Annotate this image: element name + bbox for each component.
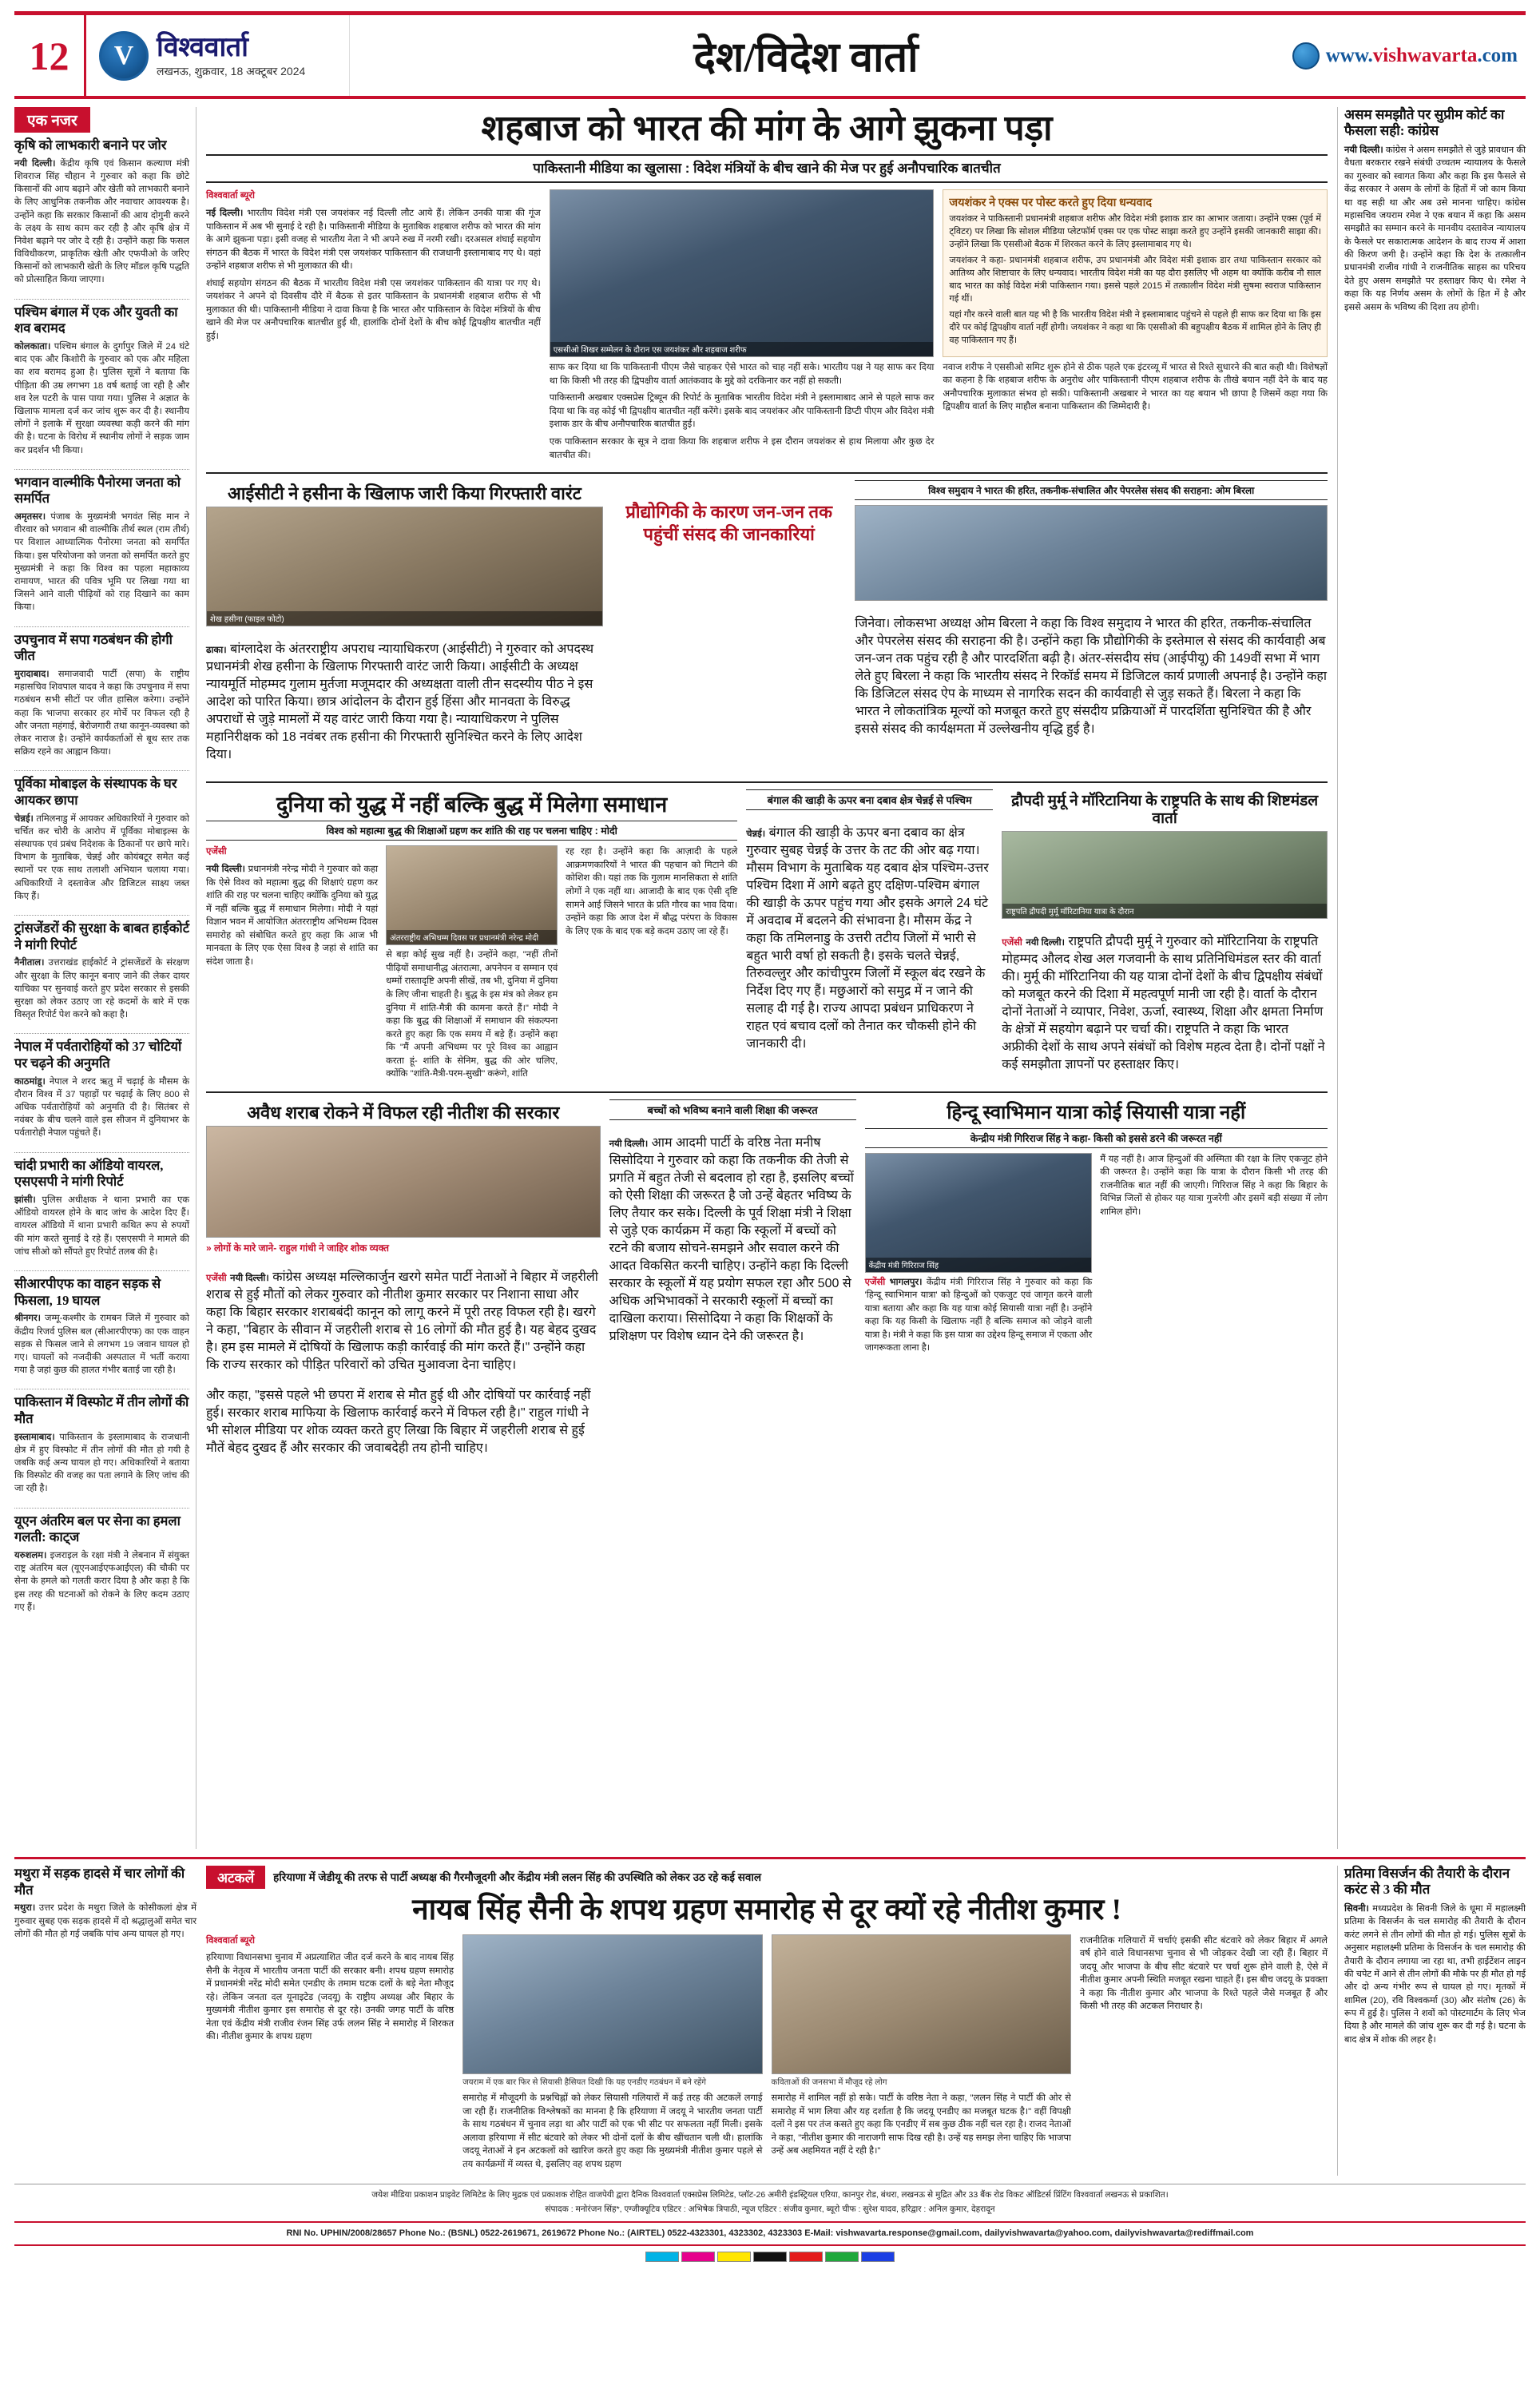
brief-title: भगवान वाल्मीकि पैनोरमा जनता को समर्पित <box>14 474 181 507</box>
brief-body: तमिलनाडु में आयकर अधिकारियों ने गुरुवार को चर्चित कर चोरी के आरोप में पूर्विका मोबाइल्स के संस्थापक एवं प्रबंध निदेशक के ठिकानों पर छापे मारे। विभाग के मुताबिक, चेन्नई और कोयंबटूर समेत कई स्थानों पर एक साथ तलाशी अभियान चलाया गया। अधिकारियों ने दस्तावेज और डिजिटल साक्ष्य जब्त किए हैं। <box>14 813 189 901</box>
giriraj-photo <box>865 1153 1093 1273</box>
section-title: देश/विदेश वार्ता <box>693 35 919 81</box>
murmu-photo-caption: राष्ट्रपति द्रौपदी मुर्मू मॉरिटानिया यात्रा के दौरान <box>1002 904 1327 918</box>
section-header <box>350 15 1262 96</box>
brief-title: पूर्विका मोबाइल के संस्थापक के घर आयकर छापा <box>14 776 177 808</box>
buddha-col-2 <box>386 845 558 1084</box>
right-rail-title: असम समझौते पर सुप्रीम कोर्ट का फैसला सही: कांग्रेस <box>1344 107 1505 139</box>
murmu-body: राष्ट्रपति द्रौपदी मुर्मू ने गुरुवार को मॉरिटानिया के राष्ट्रपति मोहम्मद औलद शेख अल गजवानी के साथ प्रतिनिधिमंडल स्तर की वार्ता की। मुर्मू की मॉरिटानिया की यह यात्रा दोनों देशों के बीच द्विपक्षीय संबंधों को मजबूत करने की दिशा में महत्वपूर्ण मानी जा रही है। वार्ता के दौरान दोनों नेताओं ने व्यापार, निवेश, ऊर्जा, स्वास्थ्य, शिक्षा और क्षमता निर्माण के क्षेत्रों में सहयोग बढ़ाने पर चर्चा की। राष्ट्रपति ने कहा कि भारत अफ्रीकी देशों के साथ अपने संबंधों को विशेष महत्व देता है। दोनों पक्षों ने कई समझौता ज्ञापनों पर हस्ताक्षर किए। <box>1002 935 1325 1072</box>
icc-headline: आईसीटी ने हसीना के खिलाफ जारी किया गिरफ्तारी वारंट <box>228 483 581 504</box>
lead-photo <box>550 189 935 357</box>
giriraj-photo-caption: केंद्रीय मंत्री गिरिराज सिंह <box>866 1258 1092 1272</box>
bengal-article <box>746 789 993 1085</box>
parliament-article <box>855 480 1328 775</box>
parliament-pullquote-block <box>612 480 846 775</box>
lead-body-2: साफ कर दिया था कि पाकिस्तानी पीएम जैसे चाहकर ऐसे भारत को चाह नहीं सके। भारतीय पक्ष ने यह साफ कर दिया था कि किसी भी तरह की द्विपक्षीय वार्ता आतंकवाद के मुद्दे को दरकिनार कर नहीं हो सकती। <box>549 363 935 386</box>
buddha-headline: दुनिया को युद्ध में नहीं बल्कि बुद्ध में मिलेगा समाधान <box>276 793 668 817</box>
brief-item <box>14 137 189 292</box>
color-registration-bar <box>14 2252 1526 2262</box>
right-rail-dateline: सिवनी। <box>1344 1903 1369 1914</box>
murmu-article <box>1002 789 1328 1085</box>
rahul-photo <box>206 1126 601 1238</box>
brief-body: जम्मू-कश्मीर के रामबन जिले में गुरुवार को केंद्रीय रिजर्व पुलिस बल (सीआरपीएफ) का एक वाहन सड़क से फिसल जाने से लगभग 19 जवान घायल हो गए। घायलों को नजदीकी अस्पताल में भर्ती कराया गया है जहां कुछ की हालत गंभीर बताई जा रही है। <box>14 1314 189 1376</box>
brief-body: उत्तर प्रदेश के मथुरा जिले के कोसीकलां क्षेत्र में गुरुवार सुबह एक सड़क हादसे में दो श्रद्धालुओं समेत चार लोगों की मौत हो गई जबकि पांच अन्य घायल हो गए। <box>14 1903 196 1939</box>
modi-photo-caption: अंतरराष्ट्रीय अभिधम्म दिवस पर प्रधानमंत्री नरेन्द्र मोदी <box>387 930 557 944</box>
lead-body-1: भारतीय विदेश मंत्री एस जयशंकर नई दिल्ली लौट आये हैं। लेकिन उनकी यात्रा की गूंज पाकिस्तान में अब भी सुनाई दे रही है। पाकिस्तानी मीडिया के मुताबिक शहबाज शरीफ को भारत की मांग के आगे झुकना पड़ा। इसी वजह से भारतीय नेता ने भी अपने रुख में नरमी रखी। दरअसल शंघाई सहयोग संगठन की बैठक में भारत के विदेश मंत्री एस जयशंकर पाकिस्तान की राजधानी इस्लामाबाद गए थे। वहां उन्होंने शहबाज शरीफ से भी मुलाकात की थी। <box>206 209 541 272</box>
liquor-quote: » लोगों के मारे जाने- राहुल गांधी ने जाहिर शोक व्यक्त <box>206 1242 389 1254</box>
brief-title: सीआरपीएफ का वाहन सड़क से फिसला, 19 घायल <box>14 1276 161 1308</box>
buddha-body-3: रह रहा है। उन्होंने कहा कि आज़ादी के पहले आक्रमणकारियों ने भारत की पहचान को मिटाने की कोशिश की। यहां तक कि गुलाम मानसिकता से शांति लोगों ने एक नहीं था। आजादी के बाद एक ऐसी दृष्टि सामने आई जिसने भारत के प्रति गौरव का भाव दिया। उन्होंने कहा कि आज देश में बौद्ध परंपरा के विकास के लिए एक के बाद एक बड़े कदम उठाए जा रहे हैं। <box>566 847 738 936</box>
brief-item <box>14 299 189 462</box>
divider <box>206 781 1328 783</box>
brief-item <box>14 1270 189 1381</box>
swatch-yellow <box>717 2252 751 2262</box>
hindu-headline: हिन्दू स्वाभिमान यात्रा कोई सियासी यात्रा नहीं <box>947 1103 1246 1124</box>
brief-dateline: झांसी। <box>14 1195 36 1205</box>
bottom-col-2 <box>462 1934 762 2176</box>
masthead <box>14 11 1526 99</box>
thanks-box-p3: यहां गौर करने वाली बात यह भी है कि भारतीय विदेश मंत्री ने इस्लामाबाद पहुंचने से पहले ही साफ कर दिया था कि इस दौरे पर कोई द्विपक्षीय वार्ता नहीं होगी। जयशंकर ने कहा था कि एससीओ की बहुपक्षीय बैठक में शामिल होने के लिए ही वह पाकिस्तान गए हैं। <box>949 309 1321 345</box>
brief-dateline: काठमांडू। <box>14 1076 46 1087</box>
lead-dateline: नई दिल्ली। <box>206 209 244 219</box>
thanks-box-title: जयशंकर ने एक्स पर पोस्ट करते हुए दिया धन्यवाद <box>949 197 1153 210</box>
murmu-headline: द्रौपदी मुर्मू ने मॉरिटानिया के राष्ट्रपति के साथ की शिष्टमंडल वार्ता <box>1011 793 1319 828</box>
liquor-body-2: और कहा, "इससे पहले भी छपरा में शराब से मौत हुई थी और दोषियों पर कार्रवाई नहीं हुई। सरकार शराब माफिया के खिलाफ कार्रवाई करने में विफल रही है।" राहुल गांधी ने भी सोशल मीडिया पर शोक व्यक्त करते हुए लिखा कि बिहार में जहरीली शराब से हुई मौतें बेहद दुखद हैं और सरकार की जवाबदेही तय होनी चाहिए। <box>206 1389 591 1456</box>
brief-body: पश्चिम बंगाल के दुर्गापुर जिले में 24 घंटे बाद एक और किशोरी के गुरुवार को एक और महिला का शव बरामद हुआ है। पुलिस सूत्रों ने बताया कि पीड़िता की उम्र लगभग 18 वर्ष बताई जा रही है और शव रेल पटरी के पास पाया गया। पुलिस ने अज्ञात के खिलाफ मामला दर्ज कर जांच शुरू कर दी है। स्थानीय लोगों ने इलाके में सुरक्षा व्यवस्था कड़ी करने की मांग की है। घटना के विरोध में स्थानीय लोगों ने सड़क जाम कर प्रदर्शन भी किया। <box>14 341 189 455</box>
brief-dateline: चेन्नई। <box>14 813 34 824</box>
modi-photo <box>386 845 558 945</box>
swatch-magenta <box>681 2252 715 2262</box>
brief-body: उत्तराखंड हाईकोर्ट ने ट्रांसजेंडरों के संरक्षण और सुरक्षा के लिए कानून बनाए जाने की लेकर दायर याचिका पर सुनवाई करते हुए प्रदेश सरकार से इसकी सुरक्षा को लेकर उठाए जा रहे कदमों के बारे में एक विस्तृत रिपोर्ट पेश करने को कहा है। <box>14 958 189 1020</box>
lead-body-2b: पाकिस्तानी अखबार एक्सप्रेस ट्रिब्यून की रिपोर्ट के मुताबिक भारतीय विदेश मंत्री ने इस्लामाबाद आने से पहले साफ कर दिया था कि वह कोई भी द्विपक्षीय बातचीत नहीं करेंगे। इसके बाद जयशंकर और पाकिस्तानी डिप्टी पीएम और विदेश मंत्री इशाक डार के बीच अनौपचारिक बातचीत हुई। <box>549 393 935 430</box>
buddha-col-3 <box>566 845 737 1084</box>
lead-headline: शहबाज को भारत की मांग के आगे झुकना पड़ा <box>481 109 1053 148</box>
divider <box>206 472 1328 474</box>
icc-dateline: ढाका। <box>206 646 227 656</box>
bottom-col-4 <box>1080 1934 1328 2176</box>
brief-item <box>14 915 189 1026</box>
lead-col-3 <box>943 189 1328 466</box>
globe-icon <box>1292 42 1320 70</box>
buddha-body-1: प्रधानमंत्री नरेन्द्र मोदी ने गुरुवार को कहा कि ऐसे विश्व को महात्मा बुद्ध की शिक्षाएं ग्रहण कर शांति की राह पर चलना चाहिए क्योंकि दुनिया को युद्ध में नहीं बल्कि बुद्ध में समाधान मिलेगा। मोदी ने यहां विज्ञान भवन में आयोजित अंतरराष्ट्रीय अभिधम्म दिवस समारोह को संबोधित करते हुए कहा कि आज भी मानवता के लिए एक ऐसा विश्व है जहां से शांति का संदेश जाता है। <box>206 865 379 967</box>
bottom-body-1: हरियाणा विधानसभा चुनाव में अप्रत्याशित जीत दर्ज करने के बाद नायब सिंह सैनी के नेतृत्व में भारतीय जनता पार्टी की सरकार बनी। शपथ ग्रहण समारोह में प्रधानमंत्री नरेंद्र मोदी समेत एनडीए के तमाम घटक दलों के बड़े नेता मौजूद रहे। लेकिन जनता दल यूनाइटेड (जदयू) के राष्ट्रीय अध्यक्ष और बिहार के मुख्यमंत्री नीतीश कुमार इस समारोह से दूर रहे। उनकी जगह पार्टी के वरिष्ठ नेता एवं केंद्रीय मंत्री राजीव रंजन सिंह उर्फ ललन सिंह ने समारोह में शिरकत की। नीतीश कुमार के शपथ ग्रहण <box>206 1953 454 2042</box>
bottom-photo-1-caption: जयराम में एक बार फिर से सियासी हैसियत दिखी कि यह एनडीए गठबंधन में बने रहेंगे <box>462 2077 706 2087</box>
left-rail <box>14 107 196 1849</box>
brief-dateline: मुरादाबाद। <box>14 669 50 679</box>
liquor-agency: एजेंसी <box>206 1274 227 1284</box>
thanks-box-p2: जयशंकर ने कहा- प्रधानमंत्री शहबाज शरीफ, उप प्रधानमंत्री और विदेश मंत्री इशाक डार तथा पाकिस्तान सरकार को आतिथ्य और शिष्टाचार के लिए धन्यवाद। भारतीय विदेश मंत्री का यह दौरा इसलिए भी अहम था क्योंकि करीब नौ साल बाद भारत का कोई विदेश मंत्री पाकिस्तान गया। इससे पहले 2015 में तत्कालीन विदेश मंत्री सुषमा स्वराज पाकिस्तान गई थीं। <box>949 256 1321 304</box>
website-url[interactable] <box>1326 45 1518 67</box>
brief-dateline: मथुरा। <box>14 1903 36 1914</box>
buddha-subhead: विश्व को महात्मा बुद्ध की शिक्षाओं ग्रहण कर शांति की राह पर चलना चाहिए : मोदी <box>206 821 737 841</box>
swatch-green <box>825 2252 859 2262</box>
brief-title: नेपाल में पर्वतारोहियों को 37 चोटियों पर चढ़ने की अनुमति <box>14 1039 182 1071</box>
liquor-body: कांग्रेस अध्यक्ष मल्लिकार्जुन खरगे समेत पार्टी नेताओं ने बिहार में जहरीली शराब से हुई मौतों को लेकर गुरुवार को नीतीश कुमार सरकार पर निशाना साधा और कहा कि बिहार सरकार शराबबंदी कानून को लागू करने में पूरी तरह विफल रही है। खरगे ने कहा, "बिहार के सीवान में जहरीली शराब से 16 लोगों की मौत हुई है। यह बेहद दुखद है। हम इस मामले में दोषियों के खिलाफ कड़ी कार्रवाई की मांग करते हैं।" उन्होंने कहा कि राज्य सरकार को पीड़ित परिवारों को उचित मुआवजा देना चाहिए। <box>206 1270 598 1373</box>
icc-article <box>206 480 603 775</box>
lead-subhead: पाकिस्तानी मीडिया का खुलासा : विदेश मंत्रियों के बीच खाने की मेज पर हुई अनौपचारिक बातचीत <box>206 154 1328 183</box>
hindu-dateline: भागलपुर। <box>889 1277 923 1287</box>
brief-dateline: यरुशलम। <box>14 1550 47 1560</box>
rail-header: एक नजर <box>14 107 90 133</box>
hasina-photo <box>206 507 603 626</box>
website-prefix: www. <box>1325 44 1373 66</box>
bottom-section <box>14 1857 1526 2262</box>
hindu-col-2 <box>1100 1153 1328 1359</box>
brief-title: ट्रांसजेंडरों की सुरक्षा के बाबत हाईकोर्ट ने मांगी रिपोर्ट <box>14 920 190 952</box>
liquor-article <box>206 1099 601 1469</box>
bottom-body-3: समारोह में शामिल नहीं हो सके। पार्टी के वरिष्ठ नेता ने कहा, "ललन सिंह ने पार्टी की ओर से समारोह में भाग लिया और यह दर्शाता है कि जदयू एनडीए का मजबूत घटक है।" वहीं विपक्षी दलों ने इस पर तंज कसते हुए कहा कि एनडीए में सब कुछ ठीक नहीं चल रहा है। राजद नेताओं ने कहा, "नीतीश कुमार की नाराजगी साफ दिख रही है। उन्हें यह समझ लेना चाहिए कि भाजपा उन्हें अब अहमियत नहीं दे रही है।" <box>771 2093 1071 2157</box>
children-article <box>609 1099 856 1469</box>
lead-agency: विश्ववार्ता ब्यूरो <box>206 191 255 201</box>
bottom-main <box>206 1866 1328 2176</box>
liquor-quote-text: लोगों के मारे जाने- राहुल गांधी ने जाहिर शोक व्यक्त <box>214 1242 389 1254</box>
bengal-headline: बंगाल की खाड़ी के ऊपर बना दबाव क्षेत्र चेन्नई से पश्चिम <box>746 789 993 810</box>
lead-body-2c: एक पाकिस्तान सरकार के सूत्र ने दावा किया कि शहबाज शरीफ ने इस दौरान जयशंकर से हाथ मिलाया और कुछ देर बातचीत की। <box>549 437 935 460</box>
bottom-photo-1 <box>462 1934 762 2074</box>
right-rail-body: मध्यप्रदेश के सिवनी जिले के धूमा में महालक्ष्मी प्रतिमा के विसर्जन के चल समारोह की तैयारी के दौरान करंट लगने से तीन लोगों की मौत हो गई। पुलिस सूत्रों के अनुसार महालक्ष्मी प्रतिमा के विसर्जन के चल समारोह की तैयारी के दौरान लगाया जा रहा था, तभी हाईटेंशन लाइन की चपेट में आने से तीन लोगों की मौके पर ही मौत हो गई और दो अन्य गंभीर रूप से घायल हो गए। मृतकों में शामिल (20), रवि विश्वकर्मा (30) और संतोष (26) के रूप में हुई है। पुलिस ने शवों को पोस्टमार्टम के लिए भेज दिया है और मामले की जांच शुरू कर दी गई है। घटना के बाद क्षेत्र में शोक की लहर है। <box>1344 1903 1526 2045</box>
right-rail-item <box>1344 107 1526 314</box>
website-domain: vishwavarta <box>1372 44 1478 66</box>
brief-dateline: श्रीनगर। <box>14 1314 42 1324</box>
brief-item <box>14 1508 189 1619</box>
brief-body: नेपाल ने शरद ऋतु में चढ़ाई के मौसम के दौरान विश्व में 37 पहाड़ों पर चढ़ाई के लिए 800 से अधिक पर्वतारोहियों को अनुमति दी है। सितंबर से नवंबर के बीच चलने वाले इस सीजन में दुनियाभर के पर्वतारोही नेपाल पहुंचते हैं। <box>14 1076 189 1139</box>
lead-photo-caption: एससीओ शिखर सम्मेलन के दौरान एस जयशंकर और शहबाज शरीफ <box>550 342 934 356</box>
brief-body: पंजाब के मुख्यमंत्री भगवंत सिंह मान ने वीरवार को भगवान श्री वाल्मीकि तीर्थ स्थल (राम तीर्थ) पर विशाल आध्यात्मिक पैनोरमा जनता को समर्पित किया। इस परियोजना को जनता को समर्पित करते हुए मुख्यमंत्री ने कहा कि विश्व का पहला महाकाव्य रामायण, भारत की पवित्र भूमि पर लिखा गया था जिसने आने वाली पीढ़ियों को राह दिखाने का काम किया। <box>14 511 190 613</box>
swatch-red <box>789 2252 823 2262</box>
divider <box>206 1091 1328 1093</box>
publication-logo <box>86 15 350 96</box>
bottom-col-1 <box>206 1934 454 2176</box>
lead-body-1b: शंघाई सहयोग संगठन की बैठक में भारतीय विदेश मंत्री एस जयशंकर पाकिस्तान की यात्रा पर गए थे। जयशंकर ने अपने दो दिवसीय दौरे में बैठक से इतर पाकिस्तान के प्रधानमंत्री शहबाज शरीफ से भी मुलाकात की थी। पाकिस्तानी मीडिया ने दावा किया है कि भारत और पाकिस्तान के विदेश मंत्रियों के बीच खाने की मेज पर अनौपचारिक बातचीत हुई थी, हालांकि दोनों देशों के बीच कोई द्विपक्षीय बातचीत नहीं हुई। <box>206 278 541 341</box>
center-column <box>206 107 1328 1849</box>
page-footer <box>14 2184 1526 2262</box>
children-body: आम आदमी पार्टी के वरिष्ठ नेता मनीष सिसोदिया ने गुरुवार को कहा कि तकनीक की तेजी से प्रगति में बहुत तेजी से बदलाव हो रहा है, इसलिए बच्चों को ऐसी शिक्षा की जरूरत है जो उन्हें बेहतर भविष्य के लिए तैयार कर सके। दिल्ली के पूर्व शिक्षा मंत्री ने शिक्षा से जुड़े एक कार्यक्रम में कहा कि स्कूलों में बच्चों को रटने की बजाय सोचने-समझने और सवाल करने की आदत विकसित करनी चाहिए। उन्होंने कहा कि दिल्ली सरकार के स्कूलों में यह प्रयोग सफल रहा और 500 से अधिक अभिभावकों ने सरकारी स्कूलों में बच्चों का दाखिला कराया। सिसोदिया ने कहा कि शिक्षकों के प्रशिक्षण पर विशेष ध्यान देने की जरूरत है। <box>609 1136 854 1344</box>
lead-col-2 <box>550 189 935 466</box>
bottom-headline: नायब सिंह सैनी के शपथ ग्रहण समारोह से दूर क्यों रहे नीतीश कुमार ! <box>412 1894 1121 1926</box>
brief-item <box>14 1033 189 1144</box>
hindu-subhead: केन्द्रीय मंत्री गिरिराज सिंह ने कहा- किसी को इससे डरने की जरूरत नहीं <box>865 1128 1328 1148</box>
hindu-col-1 <box>865 1153 1093 1359</box>
brief-dateline: नयी दिल्ली। <box>14 158 56 169</box>
brief-body: केंद्रीय कृषि एवं किसान कल्याण मंत्री शिवराज सिंह चौहान ने गुरुवार को कहा कि छोटे किसानों की आय बढ़ाने और खेती को लाभकारी बनाने के लिए आधुनिक तकनीक और नवाचार आवश्यक है। उन्होंने कहा कि सरकार किसानों की आय दोगुनी करने के लक्ष्य के साथ काम कर रही है और कृषि क्षेत्र में निवेश बढ़ाने पर जोर दे रही है। उन्होंने कहा कि फसल विविधीकरण, प्राकृतिक खेती और एफपीओ के जरिए किसानों को लाभकारी खेती के लिए मॉडल कृषि पद्धति को प्रोत्साहित किया जाएगा। <box>14 158 189 285</box>
globe-logo-icon: V <box>99 31 149 81</box>
hindu-agency: एजेंसी <box>864 1277 886 1287</box>
children-headline: बच्चों को भविष्य बनाने वाली शिक्षा की जरूरत <box>609 1099 856 1120</box>
right-rail-dateline: नयी दिल्ली। <box>1344 145 1383 155</box>
murmu-agency: एजेंसी <box>1002 938 1022 948</box>
liquor-dateline: नयी दिल्ली। <box>230 1274 269 1284</box>
brief-body: इजराइल के रक्षा मंत्री ने लेबनान में संयुक्त राष्ट्र अंतरिम बल (यूएनआईएफआईएल) की चौकी पर सेना के हमले को गलती करार दिया है और कहा है कि इस तरह की घटनाओं को रोकने के लिए कदम उठाए गए हैं। <box>14 1550 189 1612</box>
brief-dateline: अमृतसर। <box>14 511 46 522</box>
brief-body: पाकिस्तान के इस्लामाबाद के राजधानी क्षेत्र में हुए विस्फोट में तीन लोगों की मौत हो गयी है जबकि कई अन्य घायल हो गए। अधिकारियों ने बताया कि विस्फोट की वजह का पता लगाने के लिए जांच की जा रही है। <box>14 1432 189 1494</box>
parliament-body: जिनेवा। लोकसभा अध्यक्ष ओम बिरला ने कहा कि विश्व समुदाय ने भारत की हरित, तकनीक-संचालित और पेपरलेस संसद की सराहना की है। उन्होंने कहा कि प्रौद्योगिकी के इस्तेमाल से संसद की कार्यवाही अब जन-जन तक पहुंच रही है और पारदर्शिता बढ़ी है। अंतर-संसदीय संघ (आईपीयू) की 149वीं सभा में भाग लेते हुए बिरला ने कहा कि भारतीय संसद ने रिकॉर्ड समय में डिजिटल कार्य प्रणाली अपनाई है। उन्होंने कहा कि डिजिटल संसद ऐप के माध्यम से नागरिक सदन की कार्यवाही से जुड़ सकते हैं। बिरला ने कहा कि भारत ने लोकतांत्रिक मूल्यों को मजबूत करते हुए संसदीय प्रक्रियाओं में पारदर्शिता सुनिश्चित की है और इससे संसद की कार्यक्षमता में उल्लेखनीय वृद्धि हुई है। <box>855 617 1328 737</box>
imprint-line: RNI No. UPHIN/2008/28657 Phone No.: (BSNL) 0522-2619671, 2619672 Phone No.: (AIRTEL) 0522-4323301, 4323302, 4323303 E-Mail: vishwavarta.response@gmail.com, dailyvishwavarta@yahoo.com, dailyvishwavarta@rediffmail.com <box>14 2221 1526 2246</box>
swatch-cyan <box>645 2252 679 2262</box>
brief-body: समाजवादी पार्टी (सपा) के राष्ट्रीय महासचिव शिवपाल यादव ने कहा कि उपचुनाव में सपा गठबंधन सभी सीटों पर जीत हासिल करेगा। उन्होंने कहा कि भाजपा सरकार हर मोर्चे पर विफल रही है और जनता महंगाई, बेरोजगारी तथा कानून-व्यवस्था को लेकर नाराज है। उन्होंने कार्यकर्ताओं से बूथ स्तर तक सक्रिय रहने का आह्वान किया। <box>14 669 189 757</box>
brief-title: यूएन अंतरिम बल पर सेना का हमला गलती: काट्ज <box>14 1513 181 1545</box>
publication-name: विश्ववार्ता <box>157 33 248 63</box>
birla-photo <box>855 505 1328 601</box>
editor-line: संपादक : मनोरंजन सिंह*, एग्जीक्यूटिव एडिटर : अभिषेक त्रिपाठी, न्यूज एडिटर : संजीव कुमार, ब्यूरो चीफ : सुरेश यादव, हरिद्वार : अनिल कुमार, देहरादून <box>545 2204 995 2215</box>
brief-dateline: नैनीताल। <box>14 958 45 968</box>
bengal-body: बंगाल की खाड़ी के ऊपर बना दबाव का क्षेत्र गुरुवार सुबह चेन्नई के उत्तर के तट की ओर बढ़ गया। मौसम विभाग के मुताबिक यह दबाव क्षेत्र पश्चिम-उत्तर पश्चिम दिशा में आगे बढ़ते हुए दक्षिण-पश्चिम बंगाल की खाड़ी के ऊपर पहुंच गया और इसके अगले 24 घंटे में अवदाब में बदलने की संभावना है। मौसम केंद्र ने कहा कि तमिलनाडु के उत्तरी तटीय जिलों में भारी से बहुत भारी वर्षा हो सकती है। इसके चलते चेन्नई, तिरुवल्लुर और कांचीपुरम जिलों में स्कूल बंद रखने के निर्देश दिए गए हैं। मछुआरों को समुद्र में न जाने की सलाह दी गई है। राज्य आपदा प्रबंधन प्राधिकरण ने राहत एवं बचाव दलों को तैनात कर चौकसी होने की जानकारी दी। <box>746 826 989 1051</box>
brief-item <box>14 626 189 764</box>
murmu-dateline: नयी दिल्ली। <box>1026 938 1066 948</box>
edition-date: लखनऊ, शुक्रवार, 18 अक्टूबर 2024 <box>157 65 306 78</box>
lead-col-1 <box>206 189 541 466</box>
buddha-col-1 <box>206 845 378 1084</box>
children-dateline: नयी दिल्ली। <box>609 1139 649 1150</box>
brief-title: मथुरा में सड़क हादसे में चार लोगों की मौत <box>14 1866 185 1898</box>
buddha-dateline: नयी दिल्ली। <box>206 865 246 875</box>
website-tld: .com <box>1477 44 1518 66</box>
swatch-blue <box>861 2252 895 2262</box>
buddha-agency: एजेंसी <box>206 847 227 857</box>
brief-body: पुलिस अधीक्षक ने थाना प्रभारी का एक ऑडियो वायरल होने के बाद जांच के आदेश दिए हैं। वायरल ऑडियो में थाना प्रभारी कथित रूप से रुपयों की मांग करते सुनाई दे रहे हैं। एसएसपी ने मामले की जांच सीओ को सौंपते हुए रिपोर्ट तलब की है। <box>14 1195 189 1257</box>
swatch-black <box>753 2252 787 2262</box>
brief-title: पश्चिम बंगाल में एक और युवती का शव बरामद <box>14 304 178 336</box>
bottom-left-brief <box>14 1866 196 2176</box>
thanks-box <box>943 189 1328 356</box>
right-rail-body: कांग्रेस ने असम समझौते से जुड़े प्रावधान की वैधता बरकरार रखने संबंधी उच्चतम न्यायालय के फैसले का गुरुवार को स्वागत किया और कहा कि इस फैसले से केंद्र सरकार ने असम के लोगों के हितों में जो काम किया था वह सही था और अब उसे मानना चाहिए। कांग्रेस महासचिव जयराम रमेश ने एक बयान में कहा कि असम समझौते का सम्मान करने के मानवीय दस्तावेज न्यायालय के फैसले पर सकारात्मक आदेशन के बाद राज्य में आशा की किरण जगी है। उन्होंने कहा कि देश के तत्कालीन प्रधानमंत्री राजीव गांधी ने राजनीतिक साहस का परिचय देते हुए असम समझौते पर हस्ताक्षर किए थे। रमेश ने कहा कि यह निर्णय असम के लोगों के हित में है और इससे असम के भविष्य की दिशा तय होगी। <box>1344 145 1526 312</box>
publisher-line: जयेश मीडिया प्रकाशन प्राइवेट लिमिटेड के लिए मुद्रक एवं प्रकाशक रोहित वाजपेयी द्वारा दैनिक विश्ववार्ता एक्सप्रेस लिमिटेड, प्लॉट-26 अमीरी इंडस्ट्रियल एरिया, कानपुर रोड, बंथरा, लखनऊ से मुद्रित और 33 बैंक रोड विकट ऑडिटर्स प्रिंटिंग विश्ववार्ता लखनऊ से प्रकाशित। <box>371 2189 1169 2200</box>
bottom-col-3 <box>772 1934 1071 2176</box>
speculation-banner <box>206 1866 1328 1889</box>
murmu-photo <box>1002 831 1328 919</box>
brief-dateline: कोलकाता। <box>14 341 51 352</box>
speculation-tag: अटकलें <box>206 1866 265 1889</box>
buddha-body-2: से बड़ा कोई सुख नहीं है। उन्होंने कहा, "नहीं तीनों पीढ़ियों समाधानीद्ध अंतरात्मा, अपनेपन व सम्मान एवं धम्मों रास्तादृष्टि अपनी सीखें, तब भी, दुनिया में दुनिया के लिए जीना चाहती है। बुद्ध के इस मंत्र को लेकर हम दुनिया में शांति-मैत्री की कामना करते हैं।" मोदी ने कहा कि बुद्ध की शिक्षाओं में समाधान की संकल्पना करते हुए कहा कि एक समय में बड़े हैं। उन्होंने कहा कि "मैं अपनी अभिधम्म पर पूरे विश्व का आह्वान करता हूं- शांति के सेनिम, बुद्ध की ओर चलिए, क्योंकि "शांति-मैत्री-परम-सुखी" करूंगे, शांति <box>386 950 558 1079</box>
brief-title: चांदी प्रभारी का ऑडियो वायरल, एसएसपी ने मांगी रिपोर्ट <box>14 1157 164 1190</box>
thanks-box-p1: जयशंकर ने पाकिस्तानी प्रधानमंत्री शहबाज शरीफ और विदेश मंत्री इशाक डार का आभार जताया। उन्होंने एक्स (पूर्व में ट्विटर) पर लिखा कि सोशल मीडिया प्लेटफॉर्म एक्स पर एक पोस्ट साझा करते हुए उन्होंने इसकी जानकारी साझा की। उन्होंने लिखा कि एससीओ बैठक में शिरकत करने के लिए इस्लामाबाद गए थे। <box>949 214 1321 250</box>
main-grid <box>14 107 1526 1849</box>
brief-item <box>14 1152 189 1263</box>
right-rail-title: प्रतिमा विसर्जन की तैयारी के दौरान करंट से 3 की मौत <box>1344 1866 1510 1898</box>
bottom-photo-2 <box>772 1934 1071 2074</box>
bottom-body-2: समारोह में मौजूदगी के प्रश्नचिह्नों को लेकर सियासी गलियारों में कई तरह की अटकलें लगाई जा रही हैं। राजनीतिक विश्लेषकों का मानना है कि हरियाणा में जदयू ने भारतीय जनता पार्टी के साथ गठबंधन में चुनाव लड़ा था और पार्टी को एक भी सीट पर सफलता नहीं मिली। इसके अलावा हरियाणा में सीट बंटवारे को लेकर भी दोनों दलों के बीच खींचतान चली थी। हालांकि जदयू नेताओं ने इन अटकलों को खारिज करते हुए कहा कि मुख्यमंत्री नीतीश कुमार पहले से तय कार्यक्रमों में व्यस्त थे, इसलिए वह शपथ ग्रहण <box>462 2093 763 2169</box>
bottom-photo-2-caption: कविताओं की जनसभा में मौजूद रहे लोग <box>771 2077 887 2087</box>
bottom-agency: विश्ववार्ता ब्यूरो <box>206 1935 255 1946</box>
brief-title: उपचुनाव में सपा गठबंधन की होगी जीत <box>14 631 173 664</box>
icc-body: बांग्लादेश के अंतरराष्ट्रीय अपराध न्यायाधिकरण (आईसीटी) ने गुरुवार को अपदस्थ प्रधानमंत्री शेख हसीना के खिलाफ गिरफ्तारी वारंट जारी किया। आईसीटी के अध्यक्ष न्यायमूर्ति मोहम्मद गुलाम मुर्तजा मजूमदार की अध्यक्षता वाली तीन सदस्यीय पीठ ने इस आदेश को पारित किया। छात्र आंदोलन के दौरान हुई हिंसा और मानवता के विरुद्ध अपराधों से जुड़े मामलों में यह वारंट जारी किया गया है। न्यायाधिकरण ने पुलिस महानिरीक्षक को 18 नवंबर तक हसीना की गिरफ्तारी सुनिश्चित करने के लिए आदेश दिया। <box>206 642 594 762</box>
lead-body-3: नवाज शरीफ ने एससीओ समिट शुरू होने से ठीक पहले एक इंटरव्यू में भारत से रिश्ते सुधारने की बात कही थी। विशेषज्ञों का कहना है कि शहबाज शरीफ के अनुरोध और पाकिस्तानी पीएम शहबाज शरीफ के तीखे बयान नहीं देने के बाद यह अनौपचारिक मुलाकात संभव हो सकी। पाकिस्तानी अखबार ने भारत का यह बयान भी छापा है जिसमें कहा गया कि द्विपक्षीय वार्ता के लिए माहौल बनाना पाकिस्तान की जिम्मेदारी है। <box>943 362 1328 412</box>
brief-title: पाकिस्तान में विस्फोट में तीन लोगों की मौत <box>14 1394 189 1426</box>
liquor-headline: अवैध शराब रोकने में विफल रही नीतीश की सरकार <box>247 1103 560 1123</box>
buddha-article <box>206 789 737 1085</box>
bottom-body-4: राजनीतिक गलियारों में चर्चाएं इसकी सीट बंटवारे को लेकर बिहार में अगले वर्ष होने वाले विधानसभा चुनाव से भी जोड़कर देखी जा रही हैं। बिहार में जदयू और भाजपा के बीच सीट बंटवारे पर चर्चा शुरू होने वाली है, ऐसे में नीतीश कुमार अपनी स्थिति मजबूत रखना चाहते हैं। इस बीच जदयू के प्रवक्ता ने कहा कि नीतीश कुमार और भाजपा के रिश्ते पहले जैसे मजबूत हैं और किसी भी तरह की अटकल निराधार है। <box>1079 1935 1328 2012</box>
page-number: 12 <box>14 15 86 96</box>
hindu-article <box>865 1099 1328 1469</box>
brief-dateline: इस्लामाबाद। <box>14 1432 55 1442</box>
brief-item <box>14 770 189 908</box>
brief-item <box>14 469 189 619</box>
hindu-body: केंद्रीय मंत्री गिरिराज सिंह ने गुरुवार को कहा कि 'हिन्दू स्वाभिमान यात्रा' को हिन्दुओं को एकजुट एवं जागृत करने वाली यात्रा बताया और कहा कि यह यात्रा कोई सियासी यात्रा नहीं है। उन्होंने कहा कि यह किसी के खिलाफ नहीं है बल्कि समाज को जोड़ने वाली यात्रा है। मंत्री ने कहा कि इस यात्रा का उद्देश्य हिन्दू समाज में एकता और जागरूकता लाना है। <box>864 1277 1093 1354</box>
parliament-headline: विश्व समुदाय ने भारत की हरित, तकनीक-संचालित और पेपरलेस संसद की सराहना: ओम बिरला <box>855 480 1328 500</box>
bottom-right-rail <box>1337 1866 1526 2176</box>
brief-item <box>14 1389 189 1500</box>
speculation-teaser: हरियाणा में जेडीयू की तरफ से पार्टी अध्यक्ष की गैरमौजूदगी और केंद्रीय मंत्री ललन सिंह की उपस्थिति को लेकर उठ रहे कई सवाल <box>273 1870 762 1883</box>
parliament-pullquote: प्रौद्योगिकी के कारण जन-जन तक पहुंचीं संसद की जानकारियां <box>625 502 832 544</box>
brief-title: कृषि को लाभकारी बनाने पर जोर <box>14 137 167 153</box>
website-block[interactable] <box>1262 15 1526 96</box>
hasina-photo-caption: शेख हसीना (फाइल फोटो) <box>207 611 602 626</box>
hindu-body-2: मैं यह नहीं है। आज हिन्दुओं की अस्मिता की रक्षा के लिए एकजुट होने की जरूरत है। उन्होंने कहा कि यात्रा के दौरान किसी भी तरह की राजनीतिक बात नहीं की जाएगी। गिरिराज सिंह ने कहा कि बिहार के विभिन्न जिलों से होकर यह यात्रा गुजरेगी और इसमें बड़ी संख्या में लोग शामिल होंगे। <box>1100 1154 1328 1217</box>
right-rail <box>1337 107 1526 1849</box>
bengal-dateline: चेन्नई। <box>746 829 766 840</box>
